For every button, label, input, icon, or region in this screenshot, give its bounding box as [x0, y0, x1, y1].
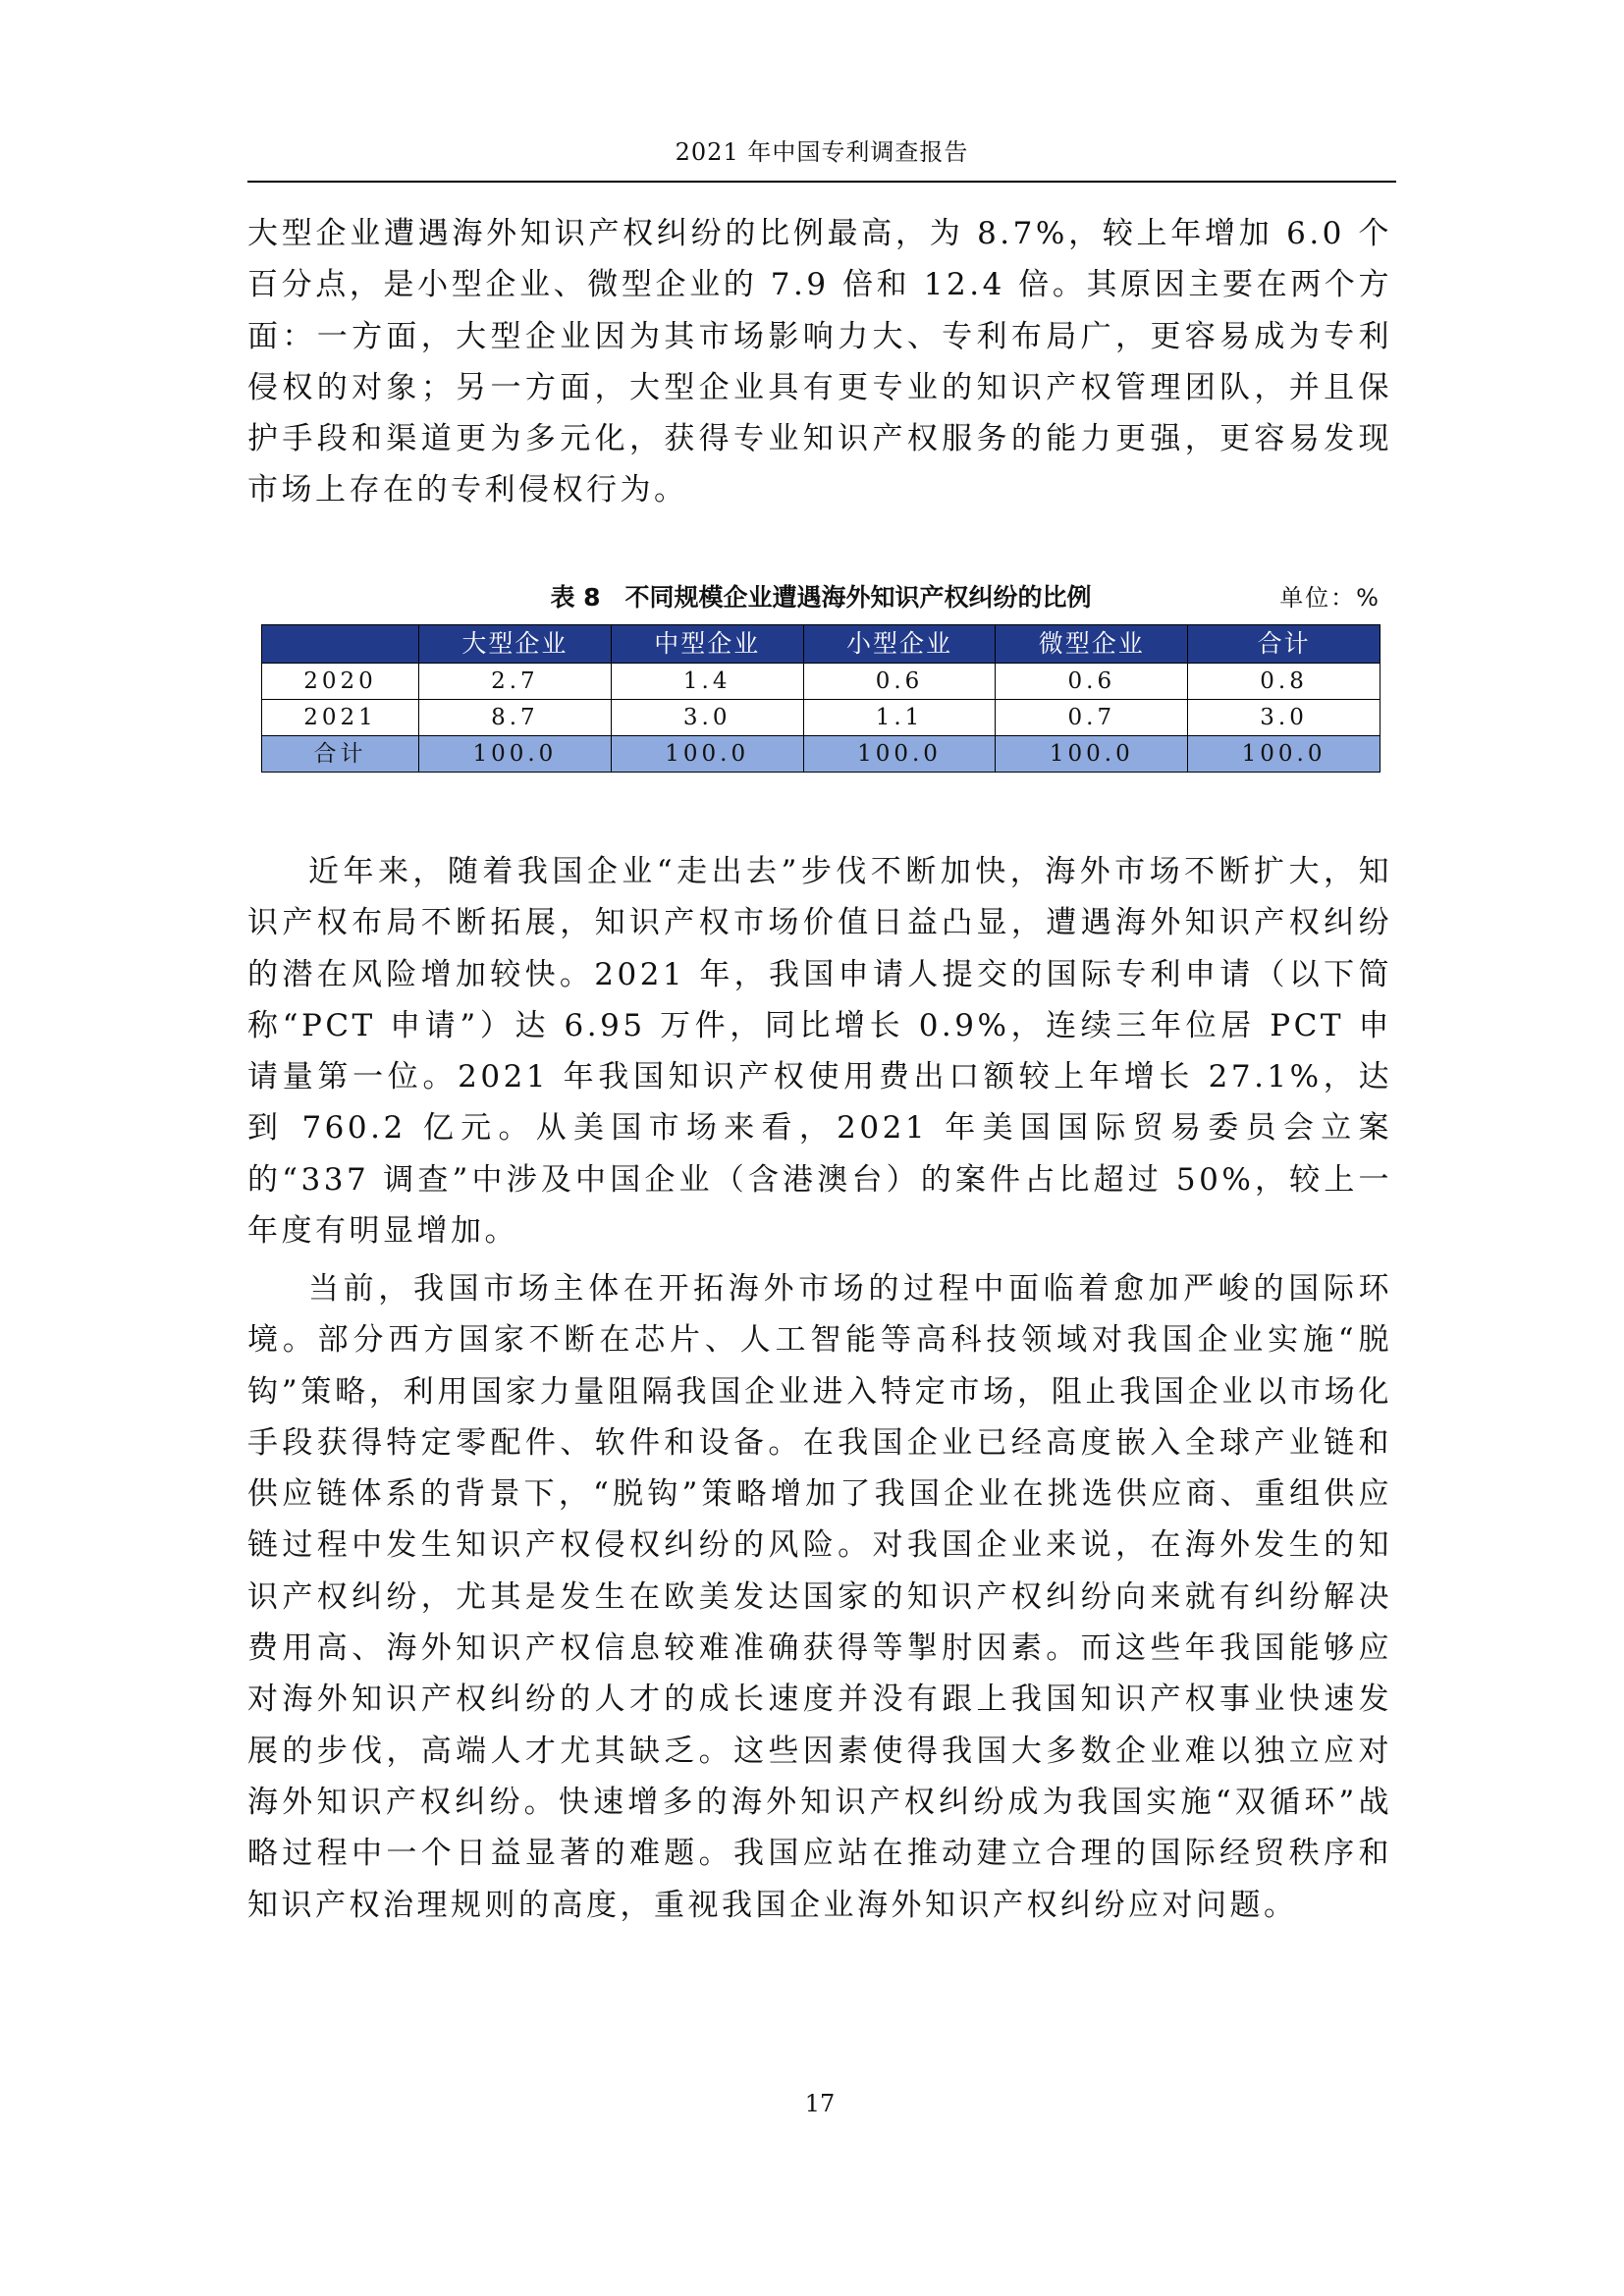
table-header-large: 大型企业	[419, 625, 612, 664]
table-cell: 2.7	[419, 664, 612, 700]
paragraph-1: 大型企业遭遇海外知识产权纠纷的比例最高，为 8.7%，较上年增加 6.0 个百分点，是小型企业、微型企业的 7.9 倍和 12.4 倍。其原因主要在两个方面：一方面，大型企业因为其市场影响力大、专利布局广，更容易成为专利侵权的对象；另一方面，大型企业具有更专业的知识产权管理团队，并且保护手段和渠道更为多元化，获得专业知识产权服务的能力更强，更容易发现市场上存在的专利侵权行为。	[247, 216, 1392, 508]
table-header-corner	[262, 625, 419, 664]
table-header-total: 合计	[1188, 625, 1380, 664]
table-cell: 1.1	[803, 700, 996, 736]
table-row	[262, 700, 1380, 736]
table-header-small: 小型企业	[803, 625, 996, 664]
table-cell: 3.0	[611, 700, 803, 736]
table-cell: 2021	[262, 700, 419, 736]
header-rule	[247, 181, 1396, 183]
table-cell: 0.7	[996, 700, 1188, 736]
table-caption-row	[261, 579, 1380, 616]
table-cell: 100.0	[611, 736, 803, 773]
table-header-medium: 中型企业	[611, 625, 803, 664]
table-cell: 2020	[262, 664, 419, 700]
table-cell: 100.0	[1188, 736, 1380, 773]
table-cell: 100.0	[419, 736, 612, 773]
table-caption: 表 8 不同规模企业遭遇海外知识产权纠纷的比例	[550, 583, 1092, 612]
table-total-row	[262, 736, 1380, 773]
table-cell: 合计	[262, 736, 419, 773]
table-cell: 0.6	[996, 664, 1188, 700]
table-cell: 0.6	[803, 664, 996, 700]
table-cell: 100.0	[803, 736, 996, 773]
page-number: 17	[804, 2090, 836, 2117]
paragraph-2: 近年来，随着我国企业“走出去”步伐不断加快，海外市场不断扩大，知识产权布局不断拓展，知识产权市场价值日益凸显，遭遇海外知识产权纠纷的潜在风险增加较快。2021 年，我国申请人提交的国际专利申请（以下简称“PCT 申请”）达 6.95 万件，同比增长 0.9%，连续三年位居 PCT 申请量第一位。2021 年我国知识产权使用费出口额较上年增长 27.1%，达到 760.2 亿元。从美国市场来看，2021 年美国国际贸易委员会立案的“337 调查”中涉及中国企业（含港澳台）的案件占比超过 50%，较上一年度有明显增加。	[247, 854, 1392, 1250]
running-header: 2021 年中国专利调查报告	[675, 138, 969, 166]
table-header-micro: 微型企业	[996, 625, 1188, 664]
table-cell: 100.0	[996, 736, 1188, 773]
table-header-row	[262, 625, 1380, 664]
table-cell: 1.4	[611, 664, 803, 700]
paragraph-3: 当前，我国市场主体在开拓海外市场的过程中面临着愈加严峻的国际环境。部分西方国家不断在芯片、人工智能等高科技领域对我国企业实施“脱钩”策略，利用国家力量阻隔我国企业进入特定市场，阻止我国企业以市场化手段获得特定零配件、软件和设备。在我国企业已经高度嵌入全球产业链和供应链体系的背景下，“脱钩”策略增加了我国企业在挑选供应商、重组供应链过程中发生知识产权侵权纠纷的风险。对我国企业来说，在海外发生的知识产权纠纷，尤其是发生在欧美发达国家的知识产权纠纷向来就有纠纷解决费用高、海外知识产权信息较难准确获得等掣肘因素。而这些年我国能够应对海外知识产权纠纷的人才的成长速度并没有跟上我国知识产权事业快速发展的步伐，高端人才尤其缺乏。这些因素使得我国大多数企业难以独立应对海外知识产权纠纷。快速增多的海外知识产权纠纷成为我国实施“双循环”战略过程中一个日益显著的难题。我国应站在推动建立合理的国际经贸秩序和知识产权治理规则的高度，重视我国企业海外知识产权纠纷应对问题。	[247, 1271, 1392, 1923]
table-cell: 0.8	[1188, 664, 1380, 700]
table-row	[262, 664, 1380, 700]
data-table	[261, 624, 1380, 773]
table-cell: 3.0	[1188, 700, 1380, 736]
table-cell: 8.7	[419, 700, 612, 736]
table-unit: 单位：%	[1279, 584, 1380, 612]
